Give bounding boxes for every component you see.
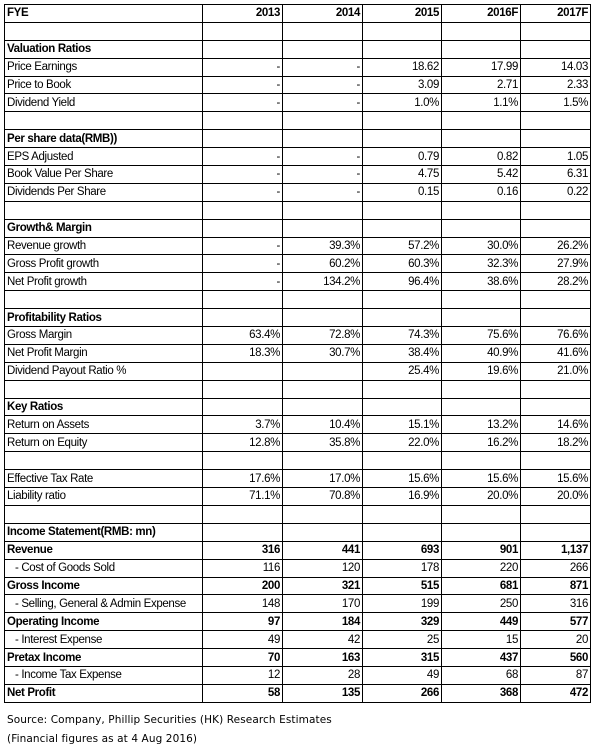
value-cell-2017f: 1.5% xyxy=(521,94,591,112)
value-cell-2015: 22.0% xyxy=(363,434,442,452)
empty-cell xyxy=(5,291,203,309)
empty-cell xyxy=(363,523,442,541)
financial-summary-table xyxy=(4,4,591,703)
value-cell-2014: 72.8% xyxy=(283,327,363,345)
table-row xyxy=(5,631,591,649)
table-row xyxy=(5,684,591,702)
value-cell-2014: 10.4% xyxy=(283,416,363,434)
table-row xyxy=(5,237,591,255)
value-cell-2014: 170 xyxy=(283,595,363,613)
value-cell-2015: 96.4% xyxy=(363,273,442,291)
table-body xyxy=(5,5,591,703)
table-row xyxy=(5,416,591,434)
row-label: Liability ratio xyxy=(5,488,203,506)
row-label: Revenue xyxy=(5,541,203,559)
empty-cell xyxy=(203,219,283,237)
empty-cell xyxy=(363,309,442,327)
row-label: Net Profit growth xyxy=(5,273,203,291)
value-cell-2014: 17.0% xyxy=(283,470,363,488)
section-title: Growth& Margin xyxy=(5,219,203,237)
value-cell-2013: 17.6% xyxy=(203,470,283,488)
value-cell-2013: 58 xyxy=(203,684,283,702)
value-cell-2017f: 18.2% xyxy=(521,434,591,452)
row-label: Price to Book xyxy=(5,76,203,94)
value-cell-2015: 25 xyxy=(363,631,442,649)
section-title: Valuation Ratios xyxy=(5,40,203,58)
value-cell-2014: 28 xyxy=(283,666,363,684)
spacer-row xyxy=(5,380,591,398)
value-cell-2017f: 1,137 xyxy=(521,541,591,559)
value-cell-2014: 184 xyxy=(283,613,363,631)
value-cell-2013: - xyxy=(203,166,283,184)
value-cell-2015: 16.9% xyxy=(363,488,442,506)
empty-cell xyxy=(363,291,442,309)
table-row xyxy=(5,488,591,506)
value-cell-2016f: 5.42 xyxy=(442,166,521,184)
empty-cell xyxy=(283,452,363,470)
value-cell-2017f: 266 xyxy=(521,559,591,577)
empty-cell xyxy=(521,398,591,416)
value-cell-2014: 163 xyxy=(283,649,363,667)
empty-cell xyxy=(5,505,203,523)
empty-cell xyxy=(203,112,283,130)
empty-cell xyxy=(283,523,363,541)
value-cell-2015: 0.15 xyxy=(363,183,442,201)
empty-cell xyxy=(521,40,591,58)
value-cell-2017f: 871 xyxy=(521,577,591,595)
spacer-row xyxy=(5,452,591,470)
empty-cell xyxy=(442,291,521,309)
empty-cell xyxy=(442,523,521,541)
value-cell-2014: 441 xyxy=(283,541,363,559)
value-cell-2013: 3.7% xyxy=(203,416,283,434)
empty-cell xyxy=(363,112,442,130)
empty-cell xyxy=(283,219,363,237)
empty-cell xyxy=(203,201,283,219)
empty-cell xyxy=(363,130,442,148)
value-cell-2015: 25.4% xyxy=(363,362,442,380)
empty-cell xyxy=(521,309,591,327)
empty-cell xyxy=(283,309,363,327)
source-note: Source: Company, Phillip Securities (HK) Research Estimates xyxy=(7,714,332,726)
column-header-2014: 2014 xyxy=(283,5,363,23)
value-cell-2015: 315 xyxy=(363,649,442,667)
table-row xyxy=(5,577,591,595)
empty-cell xyxy=(442,505,521,523)
empty-cell xyxy=(363,22,442,40)
value-cell-2013: 63.4% xyxy=(203,327,283,345)
row-label: Dividend Yield xyxy=(5,94,203,112)
table-row xyxy=(5,559,591,577)
value-cell-2013: 12.8% xyxy=(203,434,283,452)
value-cell-2017f: 20.0% xyxy=(521,488,591,506)
spacer-row xyxy=(5,22,591,40)
spacer-row xyxy=(5,505,591,523)
empty-cell xyxy=(203,380,283,398)
table-row xyxy=(5,666,591,684)
value-cell-2013: 12 xyxy=(203,666,283,684)
row-label: - Income Tax Expense xyxy=(5,666,203,684)
value-cell-2015: 693 xyxy=(363,541,442,559)
value-cell-2013: - xyxy=(203,58,283,76)
value-cell-2016f: 19.6% xyxy=(442,362,521,380)
row-label: - Selling, General & Admin Expense xyxy=(5,595,203,613)
empty-cell xyxy=(363,380,442,398)
table-row xyxy=(5,541,591,559)
value-cell-2014: 60.2% xyxy=(283,255,363,273)
row-label: - Cost of Goods Sold xyxy=(5,559,203,577)
value-cell-2016f: 250 xyxy=(442,595,521,613)
value-cell-2017f: 41.6% xyxy=(521,344,591,362)
value-cell-2014: 120 xyxy=(283,559,363,577)
column-header-2017f: 2017F xyxy=(521,5,591,23)
value-cell-2016f: 1.1% xyxy=(442,94,521,112)
row-label: Return on Assets xyxy=(5,416,203,434)
table-row xyxy=(5,273,591,291)
empty-cell xyxy=(283,398,363,416)
empty-cell xyxy=(442,452,521,470)
value-cell-2016f: 368 xyxy=(442,684,521,702)
section-header-row xyxy=(5,398,591,416)
row-label: Gross Profit growth xyxy=(5,255,203,273)
table-row xyxy=(5,166,591,184)
section-title: Profitability Ratios xyxy=(5,309,203,327)
value-cell-2016f: 15 xyxy=(442,631,521,649)
table-row xyxy=(5,255,591,273)
empty-cell xyxy=(442,219,521,237)
row-label: Gross Margin xyxy=(5,327,203,345)
empty-cell xyxy=(442,22,521,40)
empty-cell xyxy=(521,201,591,219)
value-cell-2016f: 220 xyxy=(442,559,521,577)
value-cell-2014: - xyxy=(283,58,363,76)
value-cell-2017f: 316 xyxy=(521,595,591,613)
empty-cell xyxy=(203,452,283,470)
empty-cell xyxy=(363,219,442,237)
value-cell-2016f: 20.0% xyxy=(442,488,521,506)
value-cell-2014 xyxy=(283,362,363,380)
column-header-2015: 2015 xyxy=(363,5,442,23)
table-row xyxy=(5,470,591,488)
value-cell-2013: - xyxy=(203,273,283,291)
empty-cell xyxy=(283,201,363,219)
spacer-row xyxy=(5,291,591,309)
table-row xyxy=(5,76,591,94)
value-cell-2014: 35.8% xyxy=(283,434,363,452)
section-header-row xyxy=(5,523,591,541)
value-cell-2015: 515 xyxy=(363,577,442,595)
empty-cell xyxy=(442,201,521,219)
row-label: Gross Income xyxy=(5,577,203,595)
table-row xyxy=(5,327,591,345)
value-cell-2015: 15.6% xyxy=(363,470,442,488)
empty-cell xyxy=(521,452,591,470)
value-cell-2017f: 26.2% xyxy=(521,237,591,255)
value-cell-2016f: 13.2% xyxy=(442,416,521,434)
value-cell-2016f: 0.82 xyxy=(442,148,521,166)
value-cell-2015: 266 xyxy=(363,684,442,702)
value-cell-2017f: 472 xyxy=(521,684,591,702)
empty-cell xyxy=(521,22,591,40)
value-cell-2017f: 1.05 xyxy=(521,148,591,166)
table-row xyxy=(5,362,591,380)
column-header-2013: 2013 xyxy=(203,5,283,23)
empty-cell xyxy=(442,130,521,148)
empty-cell xyxy=(363,398,442,416)
row-label: Net Profit xyxy=(5,684,203,702)
value-cell-2013: 148 xyxy=(203,595,283,613)
table-row xyxy=(5,148,591,166)
value-cell-2017f: 577 xyxy=(521,613,591,631)
value-cell-2016f: 449 xyxy=(442,613,521,631)
value-cell-2014: - xyxy=(283,183,363,201)
section-title: Per share data(RMB)) xyxy=(5,130,203,148)
value-cell-2013: 200 xyxy=(203,577,283,595)
section-header-row xyxy=(5,40,591,58)
value-cell-2016f: 68 xyxy=(442,666,521,684)
value-cell-2013: - xyxy=(203,255,283,273)
empty-cell xyxy=(283,505,363,523)
value-cell-2014: - xyxy=(283,148,363,166)
value-cell-2016f: 437 xyxy=(442,649,521,667)
value-cell-2014: 30.7% xyxy=(283,344,363,362)
value-cell-2013: 18.3% xyxy=(203,344,283,362)
empty-cell xyxy=(442,398,521,416)
value-cell-2014: 39.3% xyxy=(283,237,363,255)
value-cell-2013: - xyxy=(203,148,283,166)
empty-cell xyxy=(442,112,521,130)
value-cell-2015: 60.3% xyxy=(363,255,442,273)
empty-cell xyxy=(203,22,283,40)
section-header-row xyxy=(5,130,591,148)
column-header-2016f: 2016F xyxy=(442,5,521,23)
value-cell-2014: - xyxy=(283,166,363,184)
empty-cell xyxy=(521,505,591,523)
row-label: Pretax Income xyxy=(5,649,203,667)
value-cell-2017f: 21.0% xyxy=(521,362,591,380)
value-cell-2015: 3.09 xyxy=(363,76,442,94)
value-cell-2014: 135 xyxy=(283,684,363,702)
value-cell-2017f: 76.6% xyxy=(521,327,591,345)
value-cell-2016f: 30.0% xyxy=(442,237,521,255)
row-label: EPS Adjusted xyxy=(5,148,203,166)
row-label: Dividend Payout Ratio % xyxy=(5,362,203,380)
section-header-row xyxy=(5,219,591,237)
empty-cell xyxy=(203,523,283,541)
value-cell-2016f: 901 xyxy=(442,541,521,559)
empty-cell xyxy=(442,40,521,58)
empty-cell xyxy=(5,22,203,40)
empty-cell xyxy=(363,452,442,470)
row-label: Net Profit Margin xyxy=(5,344,203,362)
value-cell-2017f: 14.03 xyxy=(521,58,591,76)
value-cell-2015: 15.1% xyxy=(363,416,442,434)
value-cell-2015: 178 xyxy=(363,559,442,577)
table-row xyxy=(5,58,591,76)
row-label: Price Earnings xyxy=(5,58,203,76)
empty-cell xyxy=(203,505,283,523)
empty-cell xyxy=(203,291,283,309)
empty-cell xyxy=(283,291,363,309)
value-cell-2016f: 40.9% xyxy=(442,344,521,362)
value-cell-2016f: 15.6% xyxy=(442,470,521,488)
empty-cell xyxy=(283,380,363,398)
empty-cell xyxy=(521,112,591,130)
value-cell-2016f: 2.71 xyxy=(442,76,521,94)
value-cell-2014: - xyxy=(283,76,363,94)
table-row xyxy=(5,434,591,452)
value-cell-2015: 74.3% xyxy=(363,327,442,345)
section-title: Income Statement(RMB: mn) xyxy=(5,523,203,541)
value-cell-2017f: 20 xyxy=(521,631,591,649)
table-row xyxy=(5,344,591,362)
value-cell-2014: - xyxy=(283,94,363,112)
value-cell-2016f: 38.6% xyxy=(442,273,521,291)
value-cell-2013: - xyxy=(203,94,283,112)
empty-cell xyxy=(521,130,591,148)
value-cell-2015: 57.2% xyxy=(363,237,442,255)
empty-cell xyxy=(203,398,283,416)
value-cell-2013: 97 xyxy=(203,613,283,631)
value-cell-2016f: 17.99 xyxy=(442,58,521,76)
value-cell-2017f: 14.6% xyxy=(521,416,591,434)
empty-cell xyxy=(203,309,283,327)
value-cell-2016f: 32.3% xyxy=(442,255,521,273)
spacer-row xyxy=(5,201,591,219)
header-row xyxy=(5,5,591,23)
empty-cell xyxy=(283,40,363,58)
row-label: Operating Income xyxy=(5,613,203,631)
empty-cell xyxy=(363,201,442,219)
value-cell-2013: 316 xyxy=(203,541,283,559)
row-label: - Interest Expense xyxy=(5,631,203,649)
empty-cell xyxy=(521,380,591,398)
empty-cell xyxy=(363,40,442,58)
value-cell-2015: 329 xyxy=(363,613,442,631)
empty-cell xyxy=(5,452,203,470)
value-cell-2016f: 75.6% xyxy=(442,327,521,345)
empty-cell xyxy=(283,130,363,148)
value-cell-2013: - xyxy=(203,76,283,94)
empty-cell xyxy=(283,22,363,40)
value-cell-2017f: 28.2% xyxy=(521,273,591,291)
value-cell-2014: 321 xyxy=(283,577,363,595)
value-cell-2017f: 2.33 xyxy=(521,76,591,94)
value-cell-2016f: 681 xyxy=(442,577,521,595)
empty-cell xyxy=(521,219,591,237)
empty-cell xyxy=(203,40,283,58)
value-cell-2015: 18.62 xyxy=(363,58,442,76)
value-cell-2014: 42 xyxy=(283,631,363,649)
value-cell-2017f: 27.9% xyxy=(521,255,591,273)
value-cell-2014: 134.2% xyxy=(283,273,363,291)
empty-cell xyxy=(5,112,203,130)
empty-cell xyxy=(442,309,521,327)
value-cell-2015: 199 xyxy=(363,595,442,613)
value-cell-2016f: 0.16 xyxy=(442,183,521,201)
empty-cell xyxy=(283,112,363,130)
row-label: Effective Tax Rate xyxy=(5,470,203,488)
empty-cell xyxy=(5,201,203,219)
table-row xyxy=(5,94,591,112)
spacer-row xyxy=(5,112,591,130)
empty-cell xyxy=(203,130,283,148)
value-cell-2013: 71.1% xyxy=(203,488,283,506)
section-header-row xyxy=(5,309,591,327)
table-row xyxy=(5,183,591,201)
empty-cell xyxy=(363,505,442,523)
column-header-fye: FYE xyxy=(5,5,203,23)
value-cell-2013: - xyxy=(203,237,283,255)
value-cell-2015: 4.75 xyxy=(363,166,442,184)
section-title: Key Ratios xyxy=(5,398,203,416)
empty-cell xyxy=(5,380,203,398)
table-row xyxy=(5,595,591,613)
value-cell-2013 xyxy=(203,362,283,380)
value-cell-2017f: 560 xyxy=(521,649,591,667)
value-cell-2015: 49 xyxy=(363,666,442,684)
value-cell-2013: 49 xyxy=(203,631,283,649)
empty-cell xyxy=(521,523,591,541)
value-cell-2015: 1.0% xyxy=(363,94,442,112)
row-label: Book Value Per Share xyxy=(5,166,203,184)
value-cell-2013: 116 xyxy=(203,559,283,577)
table-row xyxy=(5,613,591,631)
value-cell-2013: - xyxy=(203,183,283,201)
row-label: Revenue growth xyxy=(5,237,203,255)
value-cell-2017f: 6.31 xyxy=(521,166,591,184)
date-note: (Financial figures as at 4 Aug 2016) xyxy=(7,733,198,745)
empty-cell xyxy=(521,291,591,309)
empty-cell xyxy=(442,380,521,398)
value-cell-2015: 0.79 xyxy=(363,148,442,166)
table-row xyxy=(5,649,591,667)
value-cell-2017f: 87 xyxy=(521,666,591,684)
row-label: Return on Equity xyxy=(5,434,203,452)
value-cell-2017f: 0.22 xyxy=(521,183,591,201)
value-cell-2016f: 16.2% xyxy=(442,434,521,452)
row-label: Dividends Per Share xyxy=(5,183,203,201)
value-cell-2013: 70 xyxy=(203,649,283,667)
value-cell-2017f: 15.6% xyxy=(521,470,591,488)
value-cell-2014: 70.8% xyxy=(283,488,363,506)
value-cell-2015: 38.4% xyxy=(363,344,442,362)
